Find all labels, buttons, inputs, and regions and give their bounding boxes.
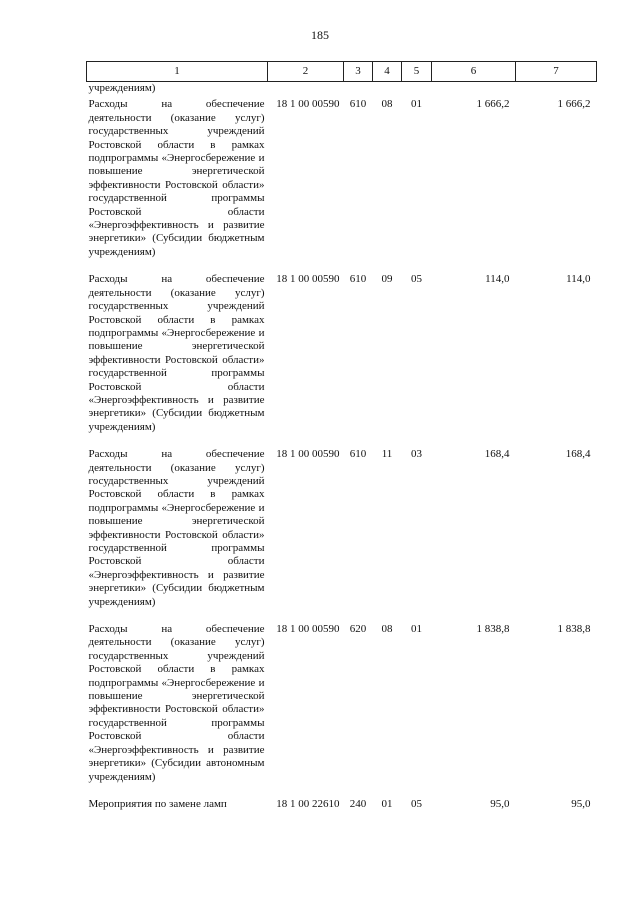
table-header (87, 62, 597, 82)
table-row (87, 798, 597, 825)
amount-col7: 1 838,8 (557, 623, 591, 636)
table-body (87, 82, 597, 826)
expense-type: 610 (349, 448, 367, 461)
subsection: 05 (411, 273, 422, 286)
expense-type: 610 (349, 273, 367, 286)
table-row (87, 273, 597, 448)
target-code: 18 1 00 22610 (276, 797, 340, 810)
amount-col6: 168,4 (484, 448, 510, 461)
section: 08 (381, 623, 393, 636)
expense-name: Расходы на обеспечение деятельности (оказание услуг) государственных учреждений Ростовской области в рамках подпрограммы «Энергосбережение и повышение энергетической эффективности Ростовской области» государственной программы Ростовской области «Энергоэффективность и развитие энергетики» (Субсидии бюджетным учреждениям) (88, 98, 265, 258)
subsection: 05 (411, 797, 422, 810)
section: 08 (381, 98, 393, 111)
column-header-3: 3 (344, 62, 373, 82)
page-number: 185 (311, 28, 329, 42)
amount-col7: 95,0 (571, 797, 591, 810)
empty-cell (268, 82, 344, 99)
column-header-2: 2 (268, 62, 344, 82)
amount-col6: 1 666,2 (476, 98, 510, 111)
column-header-7: 7 (516, 62, 597, 82)
amount-col6: 95,0 (490, 797, 510, 810)
amount-col7: 114,0 (566, 273, 591, 286)
column-header-6: 6 (432, 62, 516, 82)
empty-cell (373, 82, 402, 99)
subsection: 01 (411, 623, 422, 636)
amount-col7: 1 666,2 (557, 98, 591, 111)
target-code: 18 1 00 00590 (276, 98, 340, 111)
continuation-text: учреждениям) (88, 82, 156, 94)
expense-type: 610 (349, 98, 367, 111)
column-header-1: 1 (87, 62, 268, 82)
amount-col6: 114,0 (485, 273, 510, 286)
expense-type: 620 (349, 623, 367, 636)
section: 11 (381, 448, 393, 461)
empty-cell (344, 82, 373, 99)
subsection: 01 (411, 98, 422, 111)
budget-table (86, 61, 597, 825)
expense-name: Расходы на обеспечение деятельности (оказание услуг) государственных учреждений Ростовской области в рамках подпрограммы «Энергосбережение и повышение энергетической эффективности Ростовской области» государственной программы Ростовской области «Энергоэффективность и развитие энергетики» (Субсидии бюджетным учреждениям) (88, 273, 265, 433)
section: 01 (381, 797, 393, 810)
target-code: 18 1 00 00590 (276, 448, 340, 461)
expense-name: Расходы на обеспечение деятельности (оказание услуг) государственных учреждений Ростовской области в рамках подпрограммы «Энергосбережение и повышение энергетической эффективности Ростовской области» государственной программы Ростовской области «Энергоэффективность и развитие энергетики» (Субсидии автономным учреждениям) (88, 623, 265, 783)
amount-col7: 168,4 (565, 448, 591, 461)
header-row (87, 62, 597, 82)
empty-cell (516, 82, 597, 99)
column-header-5: 5 (402, 62, 432, 82)
subsection: 03 (411, 448, 422, 461)
empty-cell (402, 82, 432, 99)
table-row (87, 623, 597, 798)
empty-cell (432, 82, 516, 99)
table-row (87, 98, 597, 273)
amount-col6: 1 838,8 (476, 623, 510, 636)
column-header-4: 4 (373, 62, 402, 82)
expense-name: Мероприятия по замене ламп (88, 797, 227, 810)
table-row (87, 448, 597, 623)
section: 09 (381, 273, 393, 286)
expense-name: Расходы на обеспечение деятельности (оказание услуг) государственных учреждений Ростовской области в рамках подпрограммы «Энергосбережение и повышение энергетической эффективности Ростовской области» государственной программы Ростовской области «Энергоэффективность и развитие энергетики» (Субсидии бюджетным учреждениям) (88, 448, 265, 608)
target-code: 18 1 00 00590 (276, 273, 340, 286)
continuation-row (87, 82, 597, 99)
expense-type: 240 (349, 797, 367, 810)
target-code: 18 1 00 00590 (276, 623, 340, 636)
